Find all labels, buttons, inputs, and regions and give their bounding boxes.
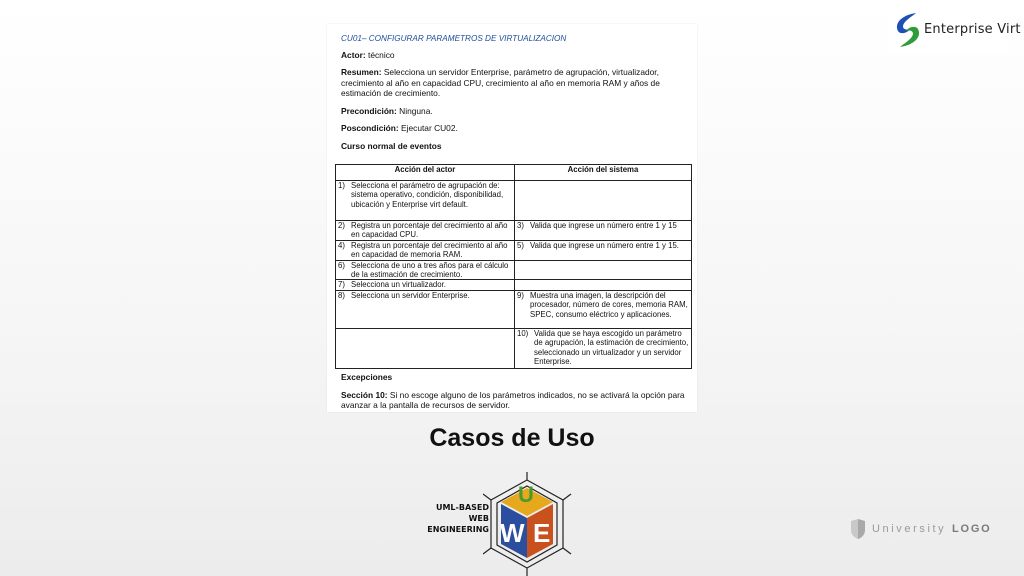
actor-cell xyxy=(336,260,515,280)
table-row xyxy=(336,221,692,241)
precondition-value: Ninguna. xyxy=(399,105,433,116)
system-cell xyxy=(515,221,692,241)
step-number: 1) xyxy=(338,181,345,190)
table-row xyxy=(336,181,692,221)
actor-label: Actor: xyxy=(341,49,366,60)
step-number: 7) xyxy=(338,280,345,290)
system-cell xyxy=(515,290,692,328)
system-cell xyxy=(515,240,692,260)
actor-step: Registra un porcentaje del crecimiento al año en capacidad CPU. xyxy=(351,221,508,240)
actor-step: Selecciona un servidor Enterprise. xyxy=(351,290,470,300)
summary-paragraph xyxy=(341,67,687,99)
exceptions-heading: Excepciones xyxy=(341,372,393,382)
step-number: 3) xyxy=(517,221,524,230)
exceptions-block xyxy=(341,372,687,411)
precondition-line xyxy=(341,106,687,117)
actor-step: Selecciona un virtualizador. xyxy=(351,280,446,290)
system-step: Valida que se haya escogido un parámetro de agrupación, la estimación de crecimiento, seleccionado un virtualizador y un servidor Enterprise. xyxy=(534,328,689,367)
postcondition-label: Poscondición: xyxy=(341,123,399,133)
exception-section xyxy=(341,390,687,411)
actor-cell xyxy=(336,280,515,290)
table-row xyxy=(336,260,692,280)
actor-column-header: Acción del actor xyxy=(336,165,515,181)
precondition-label: Precondición: xyxy=(341,105,397,116)
document-title: CU01– CONFIGURAR PARAMETROS DE VIRTUALIZACION xyxy=(341,34,567,43)
table-row xyxy=(336,280,692,290)
brand-name: Enterprise Virt xyxy=(924,22,1021,37)
section-label: Sección 10: xyxy=(341,389,388,400)
uwe-letter-u: U xyxy=(518,482,534,507)
slide-heading: Casos de Uso xyxy=(429,424,595,452)
step-number: 4) xyxy=(338,240,345,250)
step-number: 10) xyxy=(517,328,529,338)
enterprise-virt-logo xyxy=(888,8,1021,52)
swirl-logo-icon xyxy=(892,11,924,49)
actor-step: Registra un porcentaje del crecimiento al año en capacidad de memoria RAM. xyxy=(351,240,508,260)
uwe-line-2: WEB xyxy=(468,514,489,523)
table-row xyxy=(336,290,692,328)
system-step: Muestra una imagen, la descripción del procesador, número de cores, memoria RAM, SPEC, consumo eléctrico y aplicaciones. xyxy=(530,290,688,319)
course-heading: Curso normal de eventos xyxy=(341,140,442,151)
postcondition-value: Ejecutar CU02. xyxy=(401,123,458,133)
actor-step: Selecciona el parámetro de agrupación de: sistema operativo, condición, disponibilidad, ubicación y Enterprise virt default. xyxy=(351,181,504,209)
shield-icon xyxy=(850,518,866,540)
step-number: 8) xyxy=(338,290,345,300)
uwe-line-1: UML-BASED xyxy=(435,503,489,512)
table-row xyxy=(336,240,692,260)
system-step: Valida que ingrese un número entre 1 y 15 xyxy=(530,221,677,230)
actor-step: Selecciona de uno a tres años para el cálculo de la estimación de crecimiento. xyxy=(351,260,509,280)
summary-label: Resumen: xyxy=(341,67,382,77)
step-number: 2) xyxy=(338,221,345,230)
step-number: 6) xyxy=(338,260,345,270)
logo-word: LOGO xyxy=(951,523,992,535)
university-logo xyxy=(850,518,992,542)
system-cell xyxy=(515,280,692,290)
step-number: 5) xyxy=(517,240,524,250)
postcondition-line xyxy=(341,123,687,134)
system-cell xyxy=(515,328,692,368)
university-logo-text xyxy=(872,523,992,535)
system-cell xyxy=(515,260,692,280)
actor-cell xyxy=(336,240,515,260)
actor-cell xyxy=(336,221,515,241)
actor-line xyxy=(341,50,687,61)
system-step: Valida que ingrese un número entre 1 y 15. xyxy=(530,240,679,250)
uwe-caption xyxy=(425,502,489,535)
system-cell xyxy=(515,181,692,221)
table-header-row xyxy=(336,165,692,181)
uwe-logo xyxy=(425,472,585,576)
actor-value: técnico xyxy=(368,49,395,60)
summary-value: Selecciona un servidor Enterprise, parámetro de agrupación, virtualizador, crecimiento al año en capacidad CPU, crecimiento al año en memoria RAM y años de estimación de crecimiento. xyxy=(341,67,660,98)
university-word: University xyxy=(872,523,947,535)
actor-cell xyxy=(336,328,515,368)
system-column-header: Acción del sistema xyxy=(515,165,692,181)
section-value: Si no escoge alguno de los parámetros indicados, no se activará la opción para avanzar a la pantalla de recursos de servidor. xyxy=(341,389,685,410)
table-row xyxy=(336,328,692,368)
uwe-letter-e: E xyxy=(533,518,551,548)
uwe-line-3: ENGINEERING xyxy=(427,525,489,534)
uwe-letter-w: W xyxy=(500,518,525,548)
actor-cell xyxy=(336,290,515,328)
events-table xyxy=(335,164,692,369)
step-number: 9) xyxy=(517,290,524,300)
use-case-document xyxy=(327,24,697,412)
actor-cell xyxy=(336,181,515,221)
